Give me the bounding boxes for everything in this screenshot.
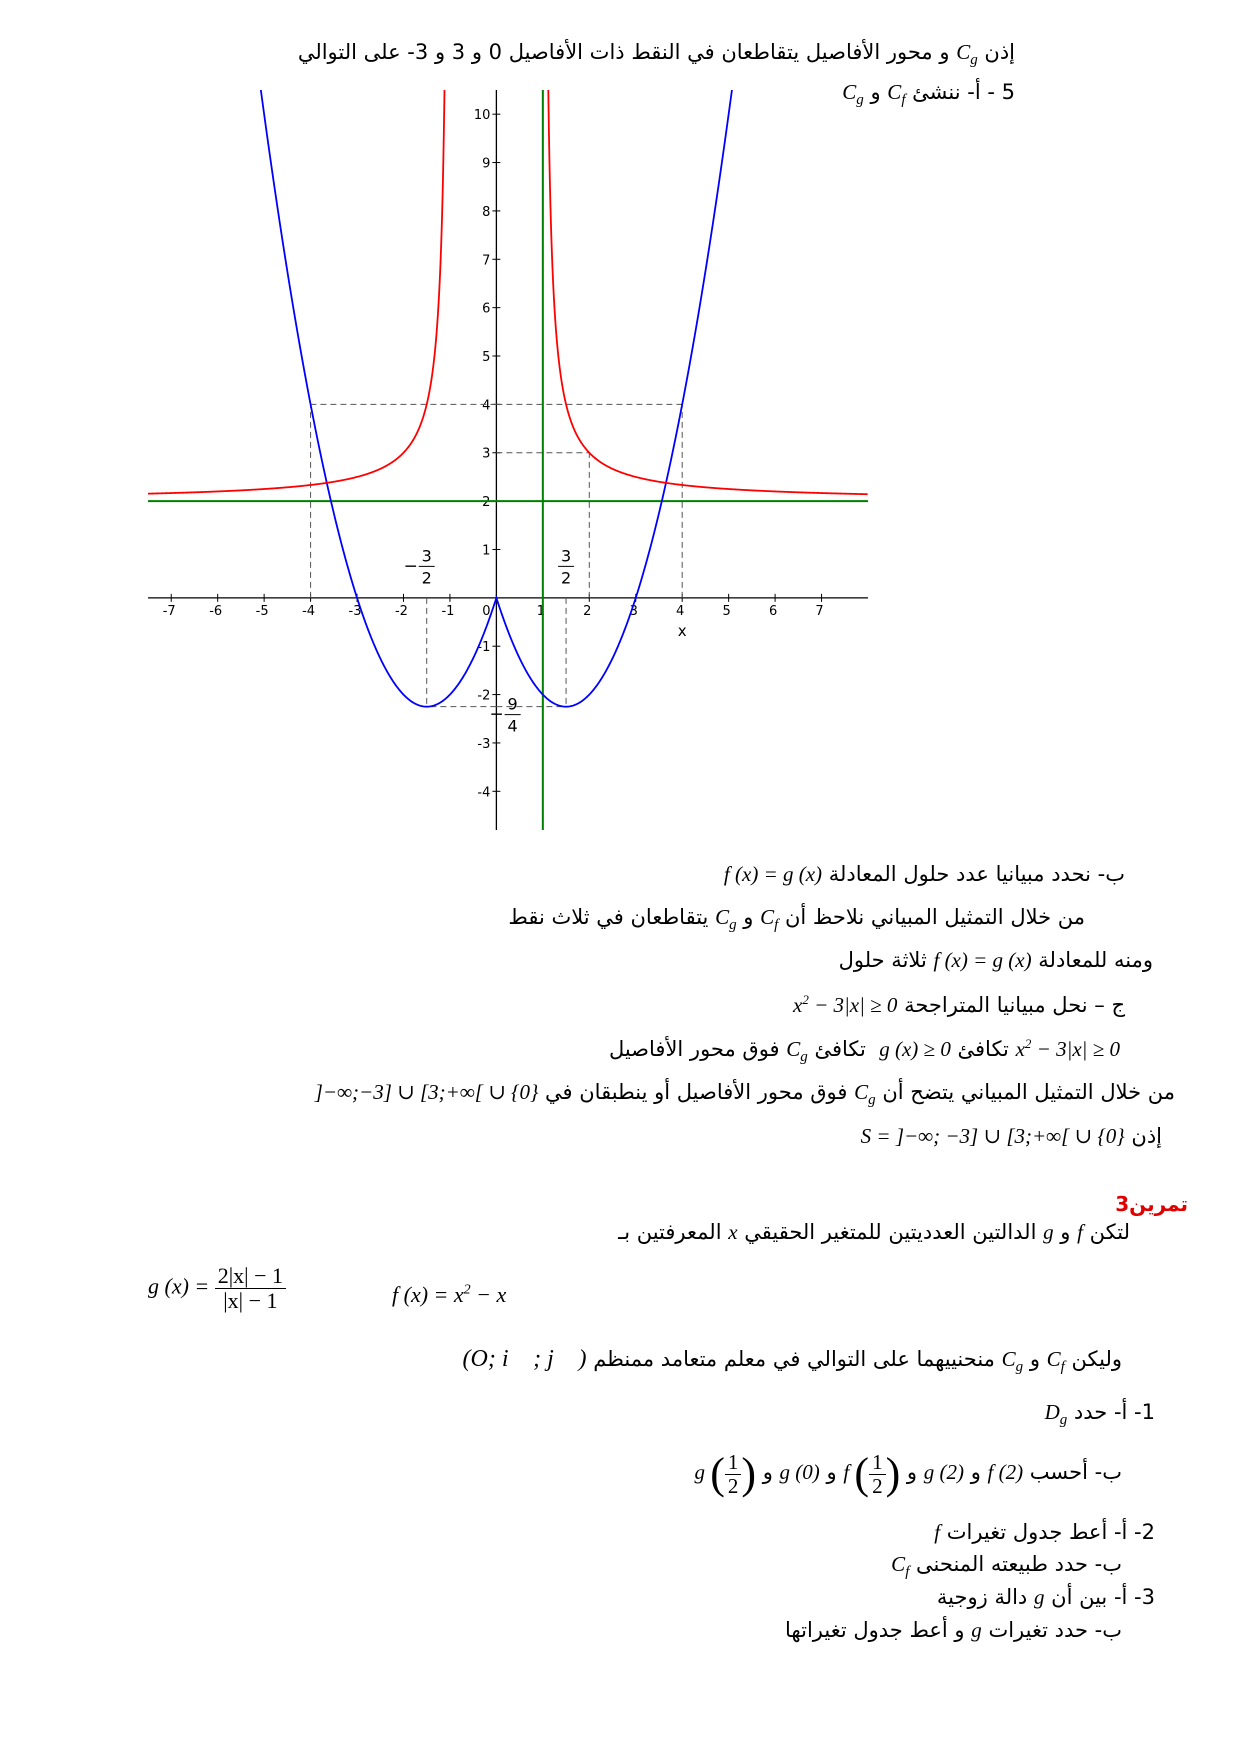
qc-label: ج – نحل مبيانيا المتراجحة xyxy=(904,993,1125,1017)
f-formula: f $(x) = x^2 - x$ xyxy=(392,1282,507,1307)
x-tick-label: -3 xyxy=(348,603,362,619)
annotation-numerator: 9 xyxy=(507,694,518,714)
y-tick-label: 3 xyxy=(482,446,491,462)
qc-therefore: إذن xyxy=(1131,1124,1162,1148)
y-tick-label: -3 xyxy=(477,736,491,752)
math-cg: $C_g$ xyxy=(854,1080,876,1109)
y-tick-label: 6 xyxy=(482,301,491,317)
ex3-q3a-pre: 3- أ- بين أن xyxy=(1051,1585,1155,1609)
y-tick-label: 1 xyxy=(482,543,491,559)
intro-text: و محور الأفاصيل يتقاطعان في النقط ذات الأفاصيل 0 و 3 و 3- على التوالي xyxy=(297,40,950,64)
qb-conc1: ومنه للمعادلة xyxy=(1038,948,1153,972)
g-formula: g (x) = $\frac{2|x| - 1}{|x| - 1}$ xyxy=(148,1264,286,1313)
y-tick-label: 9 xyxy=(482,156,491,172)
math-g0: g (0) xyxy=(779,1460,820,1485)
math-x: x xyxy=(728,1220,738,1244)
ex3-and: و xyxy=(970,1460,981,1485)
annotation-denominator: 2 xyxy=(560,568,572,588)
math-f2: f (2) xyxy=(987,1460,1024,1485)
q5a-text: ننشئ xyxy=(912,80,961,104)
qb-observation xyxy=(508,905,1085,934)
qb-conclusion xyxy=(839,948,1153,973)
q5a-and: و xyxy=(870,80,881,104)
math-equation: f (x) = g (x) xyxy=(933,948,1032,972)
y-tick-label: 10 xyxy=(473,108,491,124)
ex3-curves1: وليكن xyxy=(1071,1347,1122,1371)
x-tick-label: -7 xyxy=(162,603,176,619)
qc-line xyxy=(793,992,1125,1018)
ex3-q2b-text: ب- حدد طبيعته المنحنى xyxy=(916,1552,1122,1576)
x-tick-label: -6 xyxy=(209,603,223,619)
x-tick-label: -2 xyxy=(394,603,408,619)
annotation-denominator: 4 xyxy=(507,716,518,736)
ex3-q3a-post: دالة زوجية xyxy=(936,1585,1028,1609)
math-g-half: g ( $\frac{1}{2}$ ) xyxy=(694,1449,756,1498)
y-tick-label: 7 xyxy=(482,253,491,269)
annotation-sign: − xyxy=(489,704,504,725)
annotation-numerator: 3 xyxy=(560,546,572,566)
qc-graph-text2: فوق محور الأفاصيل أو ينطبقان في xyxy=(545,1080,848,1104)
qc-equivalence xyxy=(609,1036,1120,1066)
ex3-and: و xyxy=(762,1460,773,1485)
ex3-def1: لتكن xyxy=(1089,1220,1130,1244)
x-tick-label: 3 xyxy=(629,603,638,619)
qc-equiv2: تكافئ xyxy=(814,1037,866,1061)
y-tick-label: -2 xyxy=(477,688,491,704)
annotation-numerator: 3 xyxy=(421,546,432,566)
q5a-label: 5 - أ- xyxy=(967,80,1015,104)
annotation-x-fraction xyxy=(558,546,574,587)
math-cg: $C_g$ xyxy=(956,40,978,69)
qb-obs1: من خلال التمثيل المبياني نلاحظ أن xyxy=(784,905,1085,929)
ex3-q3b-post: و أعط جدول تغيراتها xyxy=(785,1618,965,1642)
math-inequality: $x^2 - 3|x| \ge 0$ xyxy=(793,992,898,1017)
math-cg: $C_g$ xyxy=(715,905,737,934)
qc-equiv1: تكافئ xyxy=(957,1037,1009,1061)
qc-above: فوق محور الأفاصيل xyxy=(608,1037,780,1061)
math-g-inequality: g (x) ≥ 0 xyxy=(879,1037,951,1061)
ex3-definition xyxy=(618,1220,1130,1245)
qb-label: ب- نحدد مبيانيا عدد حلول المعادلة xyxy=(828,862,1125,886)
ex3-q2a xyxy=(934,1520,1155,1545)
ex3-and: و xyxy=(826,1460,837,1485)
x-tick-label: 5 xyxy=(722,603,731,619)
math-cf: $C_f$ xyxy=(887,80,906,109)
math-solution-set: S = ]−∞; −3] ∪ [3;+∞[ ∪ {0} xyxy=(860,1124,1125,1148)
intro-line xyxy=(298,40,1015,69)
math-frame: (O; i⃗ ; j⃗ ) xyxy=(462,1346,587,1372)
qc-solution xyxy=(861,1124,1162,1149)
ex3-def3: المعرفتين بـ xyxy=(618,1220,722,1244)
math-f: f xyxy=(934,1520,941,1544)
qb-and: و xyxy=(743,905,754,929)
math-cf: $C_f$ xyxy=(891,1552,910,1581)
y-tick-label: -4 xyxy=(477,785,491,801)
qb-conc2: ثلاثة حلول xyxy=(838,948,927,972)
curve-red-right xyxy=(548,90,868,494)
math-cf: $C_f$ xyxy=(1046,1347,1065,1376)
ex3-q1b xyxy=(694,1448,1122,1501)
x-tick-label: 7 xyxy=(815,603,824,619)
annotation-denominator: 2 xyxy=(421,568,432,588)
ex3-def2: الدالتين العدديتين للمتغير الحقيقي xyxy=(744,1220,1037,1244)
ex3-q3b-pre: ب- حدد تغيرات xyxy=(988,1618,1122,1642)
math-g: g xyxy=(1043,1220,1054,1244)
math-cf: $C_f$ xyxy=(760,905,779,934)
ex3-q1a xyxy=(1045,1400,1155,1429)
x-axis-label: x xyxy=(677,621,687,640)
exercise-title: تمرين3 xyxy=(1115,1192,1188,1216)
x-tick-label: 2 xyxy=(583,603,592,619)
y-tick-label: -1 xyxy=(477,640,491,656)
x-tick-label: -1 xyxy=(441,603,455,619)
qb-obs2: يتقاطعان في ثلاث نقط xyxy=(508,905,709,929)
x-tick-label: 1 xyxy=(536,603,545,619)
curve-red-left xyxy=(148,90,450,830)
ex3-q3b xyxy=(785,1618,1122,1643)
x-tick-label: 4 xyxy=(676,603,685,619)
x-tick-label: -4 xyxy=(302,603,316,619)
ex3-and: و xyxy=(906,1460,918,1485)
ex3-q1b-text: ب- أحسب xyxy=(1029,1460,1122,1485)
math-equation: f (x) = g (x) xyxy=(723,862,823,886)
ex3-curves xyxy=(463,1345,1122,1376)
math-g: g xyxy=(1033,1585,1045,1609)
math-f-half: f ( $\frac{1}{2}$ ) xyxy=(843,1449,901,1498)
x-tick-label: -5 xyxy=(255,603,269,619)
ex3-and: و xyxy=(1029,1347,1040,1371)
math-f: f xyxy=(1077,1220,1083,1244)
x-tick-label: 6 xyxy=(768,603,778,619)
math-cg: $C_g$ xyxy=(1001,1347,1024,1376)
math-inequality: $x^2 - 3|x| \ge 0$ xyxy=(1015,1036,1120,1061)
math-g: g xyxy=(971,1618,982,1642)
ex3-q1a-text: 1- أ- حدد xyxy=(1073,1400,1155,1424)
y-tick-label: 8 xyxy=(482,204,491,220)
intro-prefix: إذن xyxy=(984,40,1015,64)
ex3-and: و xyxy=(1060,1220,1071,1244)
x-tick-label: 0 xyxy=(482,603,491,619)
y-tick-label: 2 xyxy=(482,495,491,511)
y-tick-label: 4 xyxy=(482,398,491,414)
q5a-line xyxy=(842,80,1015,109)
function-graph xyxy=(148,90,868,830)
ex3-q2b xyxy=(891,1552,1122,1581)
annotation-y-fraction xyxy=(490,695,521,736)
math-cg: $C_g$ xyxy=(786,1037,808,1066)
annotation-sign: − xyxy=(403,556,418,577)
math-cg: $C_g$ xyxy=(842,80,864,109)
math-dg: $D_g$ xyxy=(1044,1400,1068,1429)
qb-line xyxy=(724,862,1125,887)
qc-graph-text1: من خلال التمثيل المبياني يتضح أن xyxy=(882,1080,1175,1104)
qc-graph-reading xyxy=(315,1080,1175,1109)
math-g2: g (2) xyxy=(923,1460,964,1485)
y-tick-label: 5 xyxy=(482,350,491,366)
ex3-q2a-text: 2- أ- أعط جدول تغيرات xyxy=(946,1520,1155,1544)
ex3-q3a xyxy=(937,1585,1155,1610)
math-sets: ]−∞;−3] ∪ [3;+∞[ ∪ {0} xyxy=(314,1080,539,1104)
ex3-curves2: منحنييهما على التوالي في معلم متعامد ممنظم xyxy=(593,1347,995,1371)
annotation-x-fraction xyxy=(404,546,435,587)
